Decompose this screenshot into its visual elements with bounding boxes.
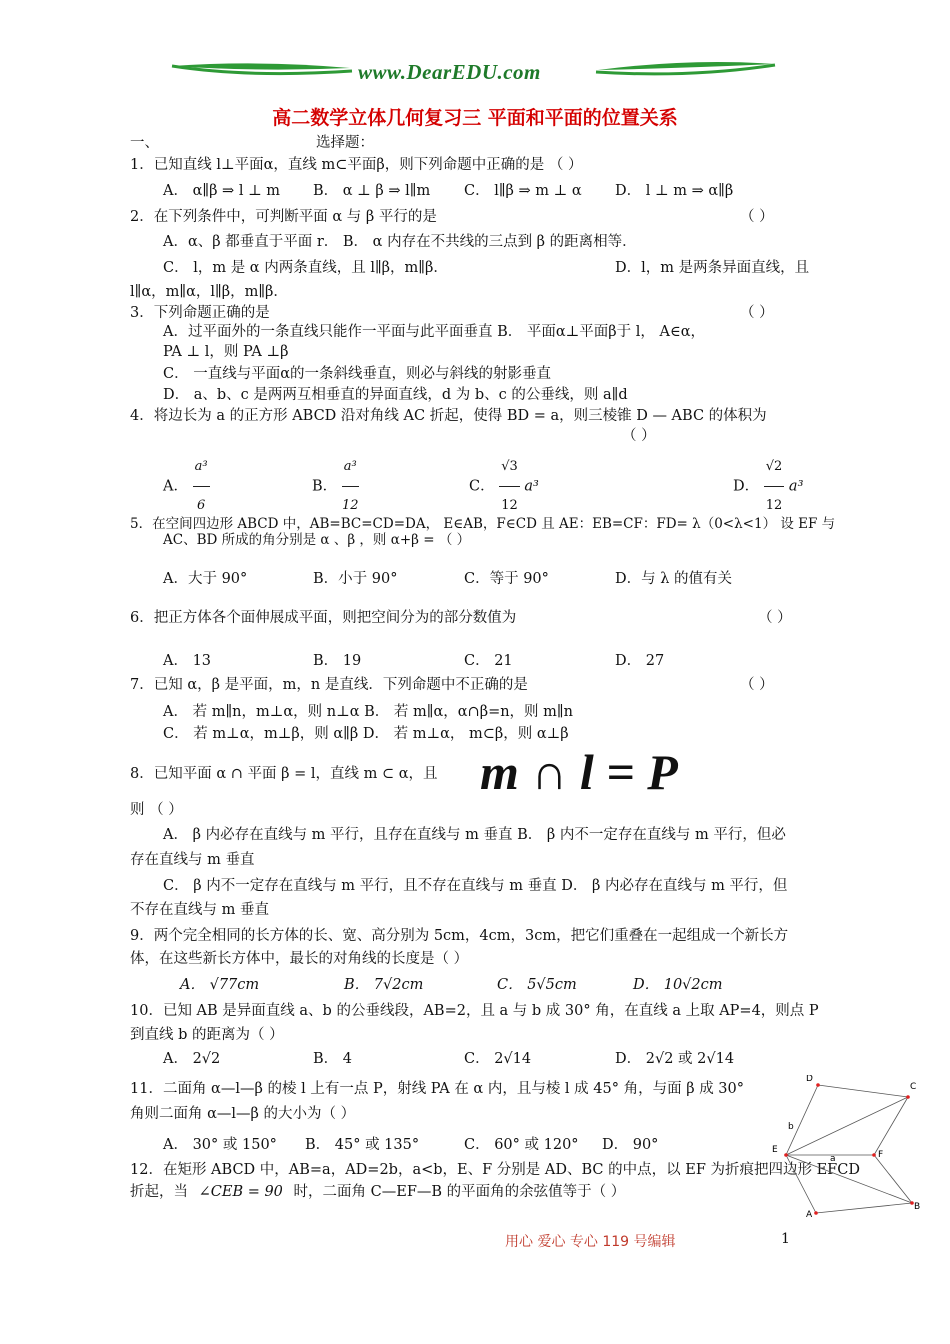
q3-option-d: D． a、b、c 是两两互相垂直的异面直线，d 为 b、c 的公垂线，则 a∥d: [163, 387, 628, 403]
diagram-label-a: a: [830, 1154, 836, 1164]
q8-option-ab: A． β 内必存在直线与 m 平行，且存在直线与 m 垂直 B． β 内不一定存在直线与 m 平行，但必: [163, 827, 786, 843]
page-number: 1: [781, 1231, 790, 1247]
q10-stem-cont: 到直线 b 的距离为（ ）: [130, 1027, 284, 1043]
q10-stem: 10．已知 AB 是异面直线 a、b 的公垂线段，AB=2，且 a 与 b 成 30° 角，在直线 a 上取 AP=4，则点 P: [130, 1003, 819, 1019]
q8-big-formula: m ∩ l = P: [480, 744, 678, 800]
q9-option-a: A． √77cm: [180, 977, 260, 993]
diagram-label-b-point: B: [914, 1202, 921, 1212]
diagram-label-e: E: [772, 1145, 778, 1155]
header-logo: [0, 56, 950, 90]
q5-stem: 5．在空间四边形 ABCD 中，AB=BC=CD=DA， E∈AB，F∈CD 且 AE：EB=CF：FD= λ（0<λ<1） 设 EF 与: [130, 516, 836, 532]
q8-option-cd: C． β 内不一定存在直线与 m 平行，且不存在直线与 m 垂直 D． β 内必存在直线与 m 平行，但: [163, 878, 788, 894]
q1-option-b: B． α ⊥ β ⇒ l∥m: [313, 183, 431, 199]
q10-option-a: A． 2√2: [163, 1051, 221, 1067]
q12-stem-cont: 折起，当 ∠CEB = 90 时，二面角 C—EF—B 的平面角的余弦值等于（ ）: [130, 1184, 626, 1200]
q8-stem: 8．已知平面 α ∩ 平面 β = l，直线 m ⊂ α，且: [130, 766, 438, 782]
q5-stem-cont: AC、BD 所成的角分别是 α 、β ，则 α+β = （ ）: [163, 532, 471, 548]
q9-stem-cont: 体，在这些新长方体中，最长的对角线的长度是（ ）: [130, 951, 469, 967]
q2-option-d-cont: l∥α，m∥α，l∥β，m∥β．: [130, 284, 288, 300]
q6-option-c: C． 21: [464, 653, 513, 669]
q4-option-b: B． $\frac{\text{a³}}{12}$: [312, 448, 359, 525]
diagram-label-d: D: [806, 1075, 813, 1084]
q3-paren: （ ）: [740, 305, 774, 321]
diagram-label-f: F: [878, 1150, 884, 1160]
q6-stem: 6．把正方体各个面伸展成平面，则把空间分为的部分数值为: [130, 610, 517, 626]
q1-option-c: C． l∥β ⇒ m ⊥ α: [464, 183, 582, 199]
q9-option-d: D． 10√2cm: [633, 977, 723, 993]
q10-option-d: D． 2√2 或 2√14: [615, 1051, 735, 1067]
q11-option-d: D． 90°: [602, 1137, 659, 1153]
diagram-label-c: C: [910, 1082, 917, 1092]
section-number: 一、: [130, 135, 159, 151]
q1-stem: 1．已知直线 l⊥平面α，直线 m⊂平面β，则下列命题中正确的是 （ ）: [130, 157, 583, 173]
q11-option-c: C． 60° 或 120°: [464, 1137, 579, 1153]
q6-paren: （ ）: [758, 610, 792, 626]
folded-rectangle-diagram: [770, 1075, 930, 1220]
q3-option-c: C． 一直线与平面α的一条斜线垂直，则必与斜线的射影垂直: [163, 366, 551, 382]
q7-paren: （ ）: [740, 677, 774, 693]
q8-option-ab-cont: 存在直线与 m 垂直: [130, 852, 255, 868]
q8-then: 则 （ ）: [130, 802, 183, 818]
q11-stem: 11．二面角 α—l—β 的棱 l 上有一点 P，射线 PA 在 α 内，且与棱 l 成 45° 角，与面 β 成 30°: [130, 1081, 745, 1097]
q2-option-d: D．l，m 是两条异面直线，且: [615, 260, 810, 276]
q2-paren: （ ）: [740, 209, 774, 225]
site-name: www.DearEDU.com: [358, 60, 541, 84]
q1-option-a: A． α∥β ⇒ l ⊥ m: [163, 183, 281, 199]
q3-option-ab: A．过平面外的一条直线只能作一平面与此平面垂直 B． 平面α⊥平面β于 l， A∈α，: [163, 324, 706, 340]
q10-option-c: C． 2√14: [464, 1051, 532, 1067]
q9-stem: 9．两个完全相同的长方体的长、宽、高分别为 5cm，4cm，3cm，把它们重叠在一起组成一个新长方: [130, 928, 789, 944]
q12-angle: ∠CEB = 90: [198, 1184, 283, 1200]
q5-option-b: B．小于 90°: [313, 571, 398, 587]
diagram-label-b: b: [788, 1122, 794, 1132]
q7-stem: 7．已知 α，β 是平面，m，n 是直线．下列命题中不正确的是: [130, 677, 528, 693]
diagram-label-a-point: A: [806, 1210, 813, 1220]
q5-option-c: C．等于 90°: [464, 571, 549, 587]
q7-option-cd: C． 若 m⊥α，m⊥β，则 α∥β D． 若 m⊥α， m⊂β，则 α⊥β: [163, 726, 569, 742]
q3-stem: 3．下列命题正确的是: [130, 305, 270, 321]
q4-option-d: D． $\frac{√2}{12}$ a³: [733, 448, 803, 525]
q4-paren: （ ）: [622, 428, 656, 444]
q4-option-c: C． $\frac{√3}{12}$ a³: [469, 448, 539, 525]
q9-option-b: B． 7√2cm: [344, 977, 424, 993]
q2-option-ab: A．α、β 都垂直于平面 r． B． α 内存在不共线的三点到 β 的距离相等．: [163, 234, 637, 250]
section-label: 选择题：: [316, 135, 374, 151]
q6-option-d: D． 27: [615, 653, 665, 669]
q6-option-a: A． 13: [163, 653, 212, 669]
q2-option-c: C． l，m 是 α 内两条直线，且 l∥β，m∥β．: [163, 260, 448, 276]
q12-stem: 12．在矩形 ABCD 中，AB=a，AD=2b，a<b，E、F 分别是 AD、BC 的中点，以 EF 为折痕把四边形 EFCD: [130, 1162, 860, 1178]
q8-option-cd-cont: 不存在直线与 m 垂直: [130, 902, 269, 918]
q5-option-a: A．大于 90°: [163, 571, 248, 587]
q10-option-b: B． 4: [313, 1051, 352, 1067]
q11-stem-cont: 角则二面角 α—l—β 的大小为（ ）: [130, 1106, 356, 1122]
q11-option-a: A． 30° 或 150°: [163, 1137, 277, 1153]
page-title: 高二数学立体几何复习三 平面和平面的位置关系: [272, 107, 678, 129]
q1-option-d: D． l ⊥ m ⇒ α∥β: [615, 183, 734, 199]
q9-option-c: C． 5√5cm: [497, 977, 577, 993]
q7-option-ab: A． 若 m∥n，m⊥α，则 n⊥α B． 若 m∥α，α∩β=n，则 m∥n: [163, 704, 573, 720]
q4-stem: 4．将边长为 a 的正方形 ABCD 沿对角线 AC 折起，使得 BD = a，则三棱锥 D — ABC 的体积为: [130, 408, 767, 424]
q6-option-b: B． 19: [313, 653, 362, 669]
q4-option-a: A． $\frac{\text{a³}}{6}$: [163, 448, 210, 525]
q2-stem: 2．在下列条件中，可判断平面 α 与 β 平行的是: [130, 209, 437, 225]
q5-option-d: D．与 λ 的值有关: [615, 571, 733, 587]
footer-text: 用心 爱心 专心 119 号编辑: [505, 1234, 676, 1250]
q3-option-b-cont: PA ⊥ l，则 PA ⊥β: [163, 344, 289, 360]
q11-option-b: B． 45° 或 135°: [305, 1137, 420, 1153]
